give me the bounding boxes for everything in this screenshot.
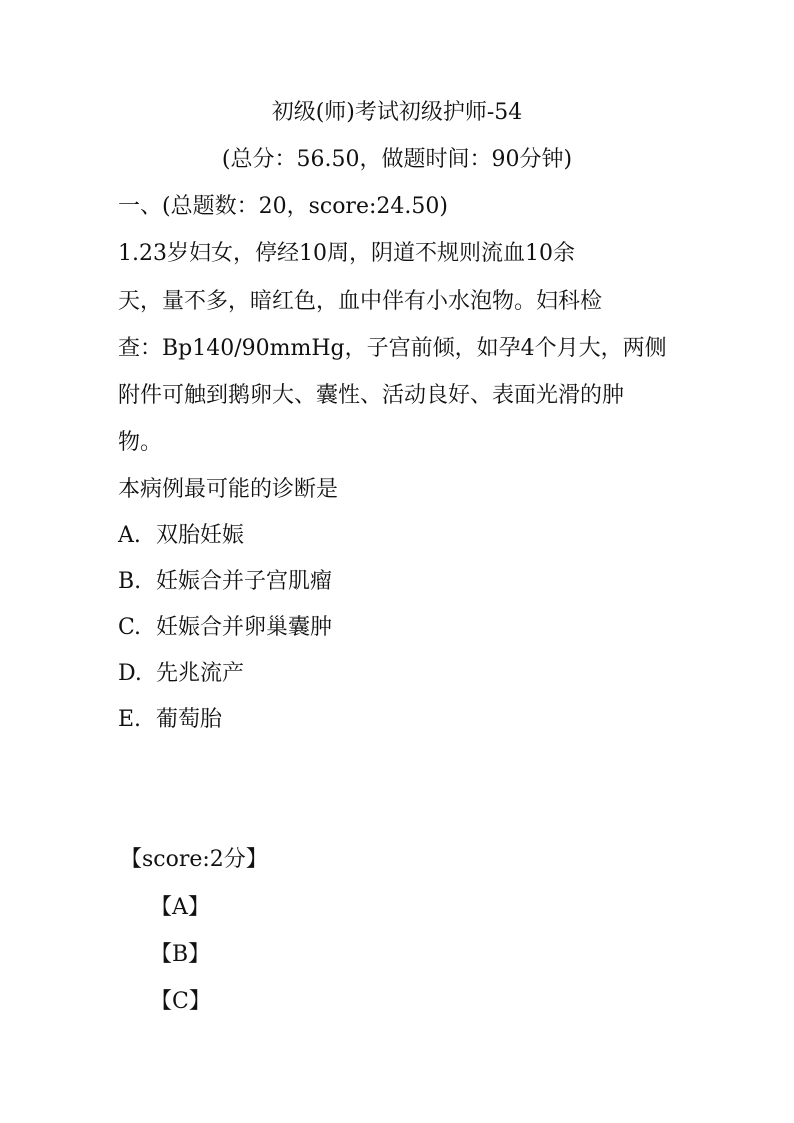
option-b[interactable]	[118, 568, 332, 596]
option-letter: C.	[118, 615, 142, 640]
option-text: 先兆流产	[156, 661, 245, 686]
option-text: 妊娠合并卵巢囊肿	[156, 615, 333, 640]
option-e[interactable]	[118, 706, 222, 734]
answer-choice-a[interactable]: 【A】	[150, 895, 210, 920]
section-heading: 一、(总题数：20，score:24.50)	[118, 194, 448, 219]
question-stem-line: 天，量不多，暗红色，血中伴有小水泡物。妇科检	[118, 289, 603, 314]
answer-choice-c[interactable]: 【C】	[150, 989, 211, 1014]
option-c[interactable]	[118, 614, 332, 642]
question-stem-line: 附件可触到鹅卵大、囊性、活动良好、表面光滑的肿	[118, 383, 625, 408]
option-letter: E.	[118, 707, 142, 732]
option-letter: A.	[118, 523, 141, 548]
option-letter: B.	[118, 569, 142, 594]
option-text: 双胎妊娠	[156, 523, 245, 548]
question-prompt: 本病例最可能的诊断是	[118, 477, 339, 502]
option-text: 葡萄胎	[156, 707, 223, 732]
question-stem-line: 查：Bp140/90mmHg，子宫前倾，如孕4个月大，两侧	[118, 336, 667, 361]
score-label: 【score:2分】	[120, 847, 268, 872]
option-a[interactable]	[118, 522, 244, 550]
answer-choice-b[interactable]: 【B】	[150, 942, 211, 967]
document-title: 初级(师)考试初级护师-54	[271, 100, 523, 125]
option-text: 妊娠合并子宫肌瘤	[156, 569, 333, 594]
document-meta: (总分：56.50，做题时间：90分钟)	[221, 147, 573, 172]
question-stem-line: 1.23岁妇女，停经10周，阴道不规则流血10余	[118, 241, 575, 266]
question-stem-line: 物。	[118, 430, 163, 455]
option-letter: D.	[118, 661, 142, 686]
option-d[interactable]	[118, 660, 244, 688]
